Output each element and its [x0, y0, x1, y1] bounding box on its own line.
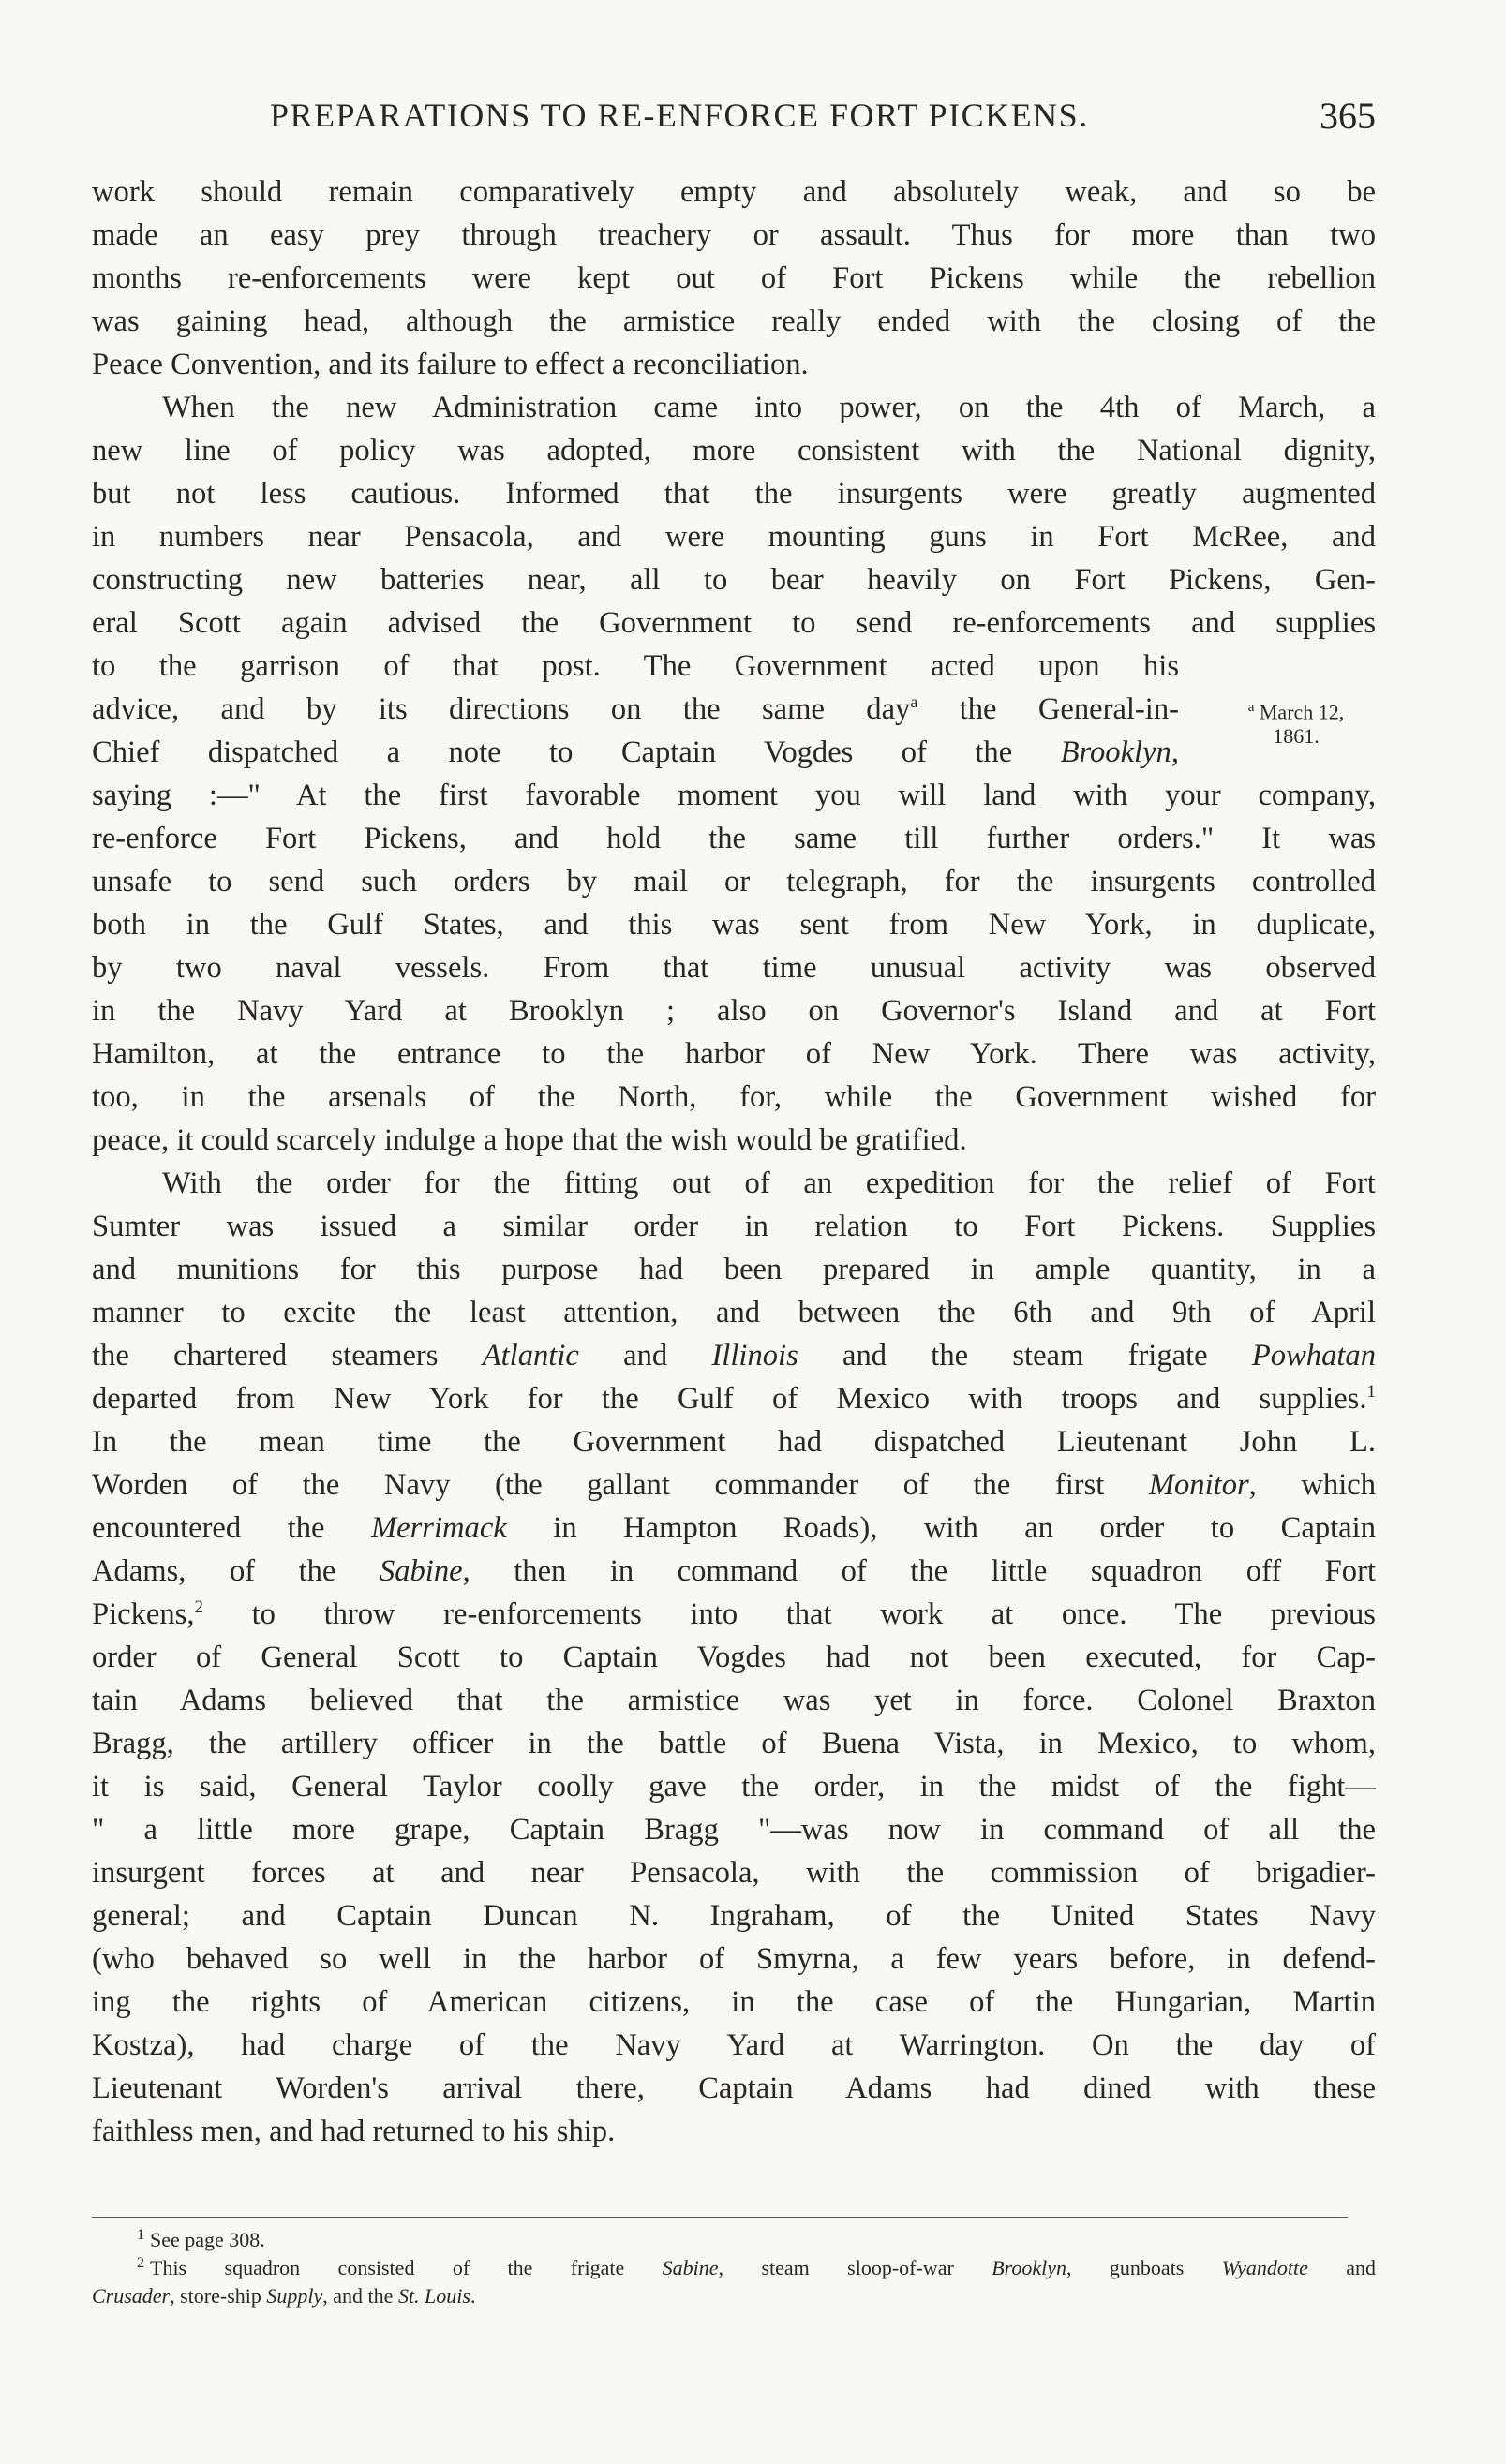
text-line — [92, 1593, 1376, 1636]
text-line: but not less cautious. Informed that the insurgents were greatly augmented — [92, 477, 1376, 511]
text-line: constructing new batteries near, all to bear heavily on Fort Pickens, Gen- — [92, 563, 1376, 597]
text-line: Peace Convention, and its failure to effect a reconciliation. — [92, 348, 809, 381]
marginal-date-line1: March 12, — [1259, 700, 1345, 724]
text-line: tain Adams believed that the armistice was yet in force. Colonel Braxton — [92, 1684, 1376, 1717]
page-number: 365 — [1320, 95, 1376, 137]
text-run: and — [578, 1339, 712, 1373]
text-line — [92, 1550, 1376, 1593]
ship-name: Brooklyn — [992, 2256, 1067, 2279]
text-line: eral Scott again advised the Government to send re-enforcements and supplies — [92, 606, 1376, 640]
text-line: insurgent forces at and near Pensacola, with the commission of brigadier- — [92, 1856, 1376, 1890]
text-run: in Hampton Roads), with an order to Captain — [506, 1511, 1376, 1545]
ship-name: Supply — [266, 2284, 323, 2308]
footnote-2-continued — [92, 2282, 1376, 2310]
text-line: Sumter was issued a similar order in relation to Fort Pickens. Supplies — [92, 1210, 1376, 1243]
footnote-number: 2 — [137, 2254, 144, 2271]
text-run: the chartered steamers — [92, 1339, 483, 1373]
footnote-reference: 2 — [194, 1597, 203, 1618]
text-line: and munitions for this purpose had been prepared in ample quantity, in a — [92, 1253, 1376, 1286]
text-line: faithless men, and had returned to his ship. — [92, 2115, 616, 2148]
text-line: ing the rights of American citizens, in the case of the Hungarian, Martin — [92, 1985, 1376, 2019]
text-line — [92, 1334, 1376, 1377]
text-run: Worden of the Navy (the gallant commander of the first — [92, 1468, 1149, 1502]
text-line — [92, 688, 1179, 731]
footnote-2 — [92, 2254, 1376, 2282]
text-line — [92, 1507, 1376, 1550]
text-line: order of General Scott to Captain Vogdes had not been executed, for Cap- — [92, 1640, 1376, 1674]
text-line: unsafe to send such orders by mail or telegraph, for the insurgents controlled — [92, 865, 1376, 898]
footnote-number: 1 — [137, 2226, 144, 2243]
text-line: months re-enforcements were kept out of Fort Pickens while the rebellion — [92, 261, 1376, 295]
ship-name: Powhatan — [1251, 1339, 1377, 1373]
running-title: PREPARATIONS TO RE-ENFORCE FORT PICKENS. — [270, 96, 1089, 134]
text-line: (who behaved so well in the harbor of Smyrna, a few years before, in defend- — [92, 1942, 1376, 1976]
footnote-text: See page 308. — [150, 2228, 265, 2251]
text-run: Adams, of the — [92, 1554, 380, 1588]
text-line: in numbers near Pensacola, and were mounting guns in Fort McRee, and — [92, 520, 1376, 554]
ship-name: Merrimack — [371, 1511, 507, 1545]
text-line: Kostza), had charge of the Navy Yard at Warrington. On the day of — [92, 2028, 1376, 2062]
text-line: " a little more grape, Captain Bragg "—was now in command of all the — [92, 1813, 1376, 1847]
text-line: it is said, General Taylor coolly gave the order, in the midst of the fight— — [92, 1770, 1376, 1803]
footnote-reference: 1 — [1366, 1382, 1376, 1403]
text-line: made an easy prey through treachery or assault. Thus for more than two — [92, 218, 1376, 252]
text-line: In the mean time the Government had dispatched Lieutenant John L. — [92, 1425, 1376, 1459]
text-run: , and the — [322, 2284, 398, 2308]
text-run: and — [1307, 2256, 1377, 2279]
text-line: peace, it could scarcely indulge a hope that the wish would be gratified. — [92, 1123, 967, 1157]
footnote-divider — [92, 2217, 1348, 2218]
text-run: , — [1171, 735, 1179, 769]
body-text — [92, 171, 1376, 2153]
text-line: was gaining head, although the armistice really ended with the closing of the — [92, 304, 1376, 338]
text-line: both in the Gulf States, and this was sent from New York, in duplicate, — [92, 908, 1376, 942]
text-line: saying :—" At the first favorable moment you will land with your company, — [92, 779, 1376, 812]
footnotes — [92, 2226, 1376, 2310]
text-run: advice, and by its directions on the same day — [92, 692, 911, 726]
text-line: Hamilton, at the entrance to the harbor of New York. There was activity, — [92, 1037, 1376, 1071]
text-line — [92, 1377, 1376, 1420]
text-line: manner to excite the least attention, and between the 6th and 9th of April — [92, 1296, 1376, 1329]
text-run: , store-ship — [170, 2284, 267, 2308]
text-run: and the steam frigate — [798, 1339, 1252, 1373]
text-run: Pickens, — [92, 1597, 195, 1631]
text-run: . — [470, 2284, 476, 2308]
text-line — [92, 1463, 1376, 1507]
ship-name: Crusader — [92, 2284, 171, 2308]
ship-name: Atlantic — [482, 1339, 579, 1373]
text-line: When the new Administration came into power, on the 4th of March, a — [162, 391, 1376, 424]
footnote-1 — [92, 2226, 1376, 2254]
text-run: This squadron consisted of the frigate — [150, 2256, 663, 2279]
text-line: too, in the arsenals of the North, for, while the Government wished for — [92, 1080, 1376, 1114]
text-run: , gunboats — [1066, 2256, 1222, 2279]
text-run: Chief dispatched a note to Captain Vogdes of the — [92, 735, 1061, 769]
text-line: by two naval vessels. From that time unusual activity was observed — [92, 951, 1376, 985]
ship-name: Monitor — [1148, 1468, 1249, 1502]
text-line: in the Navy Yard at Brooklyn ; also on Governor's Island and at Fort — [92, 994, 1376, 1028]
text-run: departed from New York for the Gulf of Mexico with troops and supplies. — [92, 1382, 1367, 1416]
text-line: Lieutenant Worden's arrival there, Captain Adams had dined with these — [92, 2071, 1376, 2105]
text-line — [92, 731, 1179, 774]
ship-name: Sabine — [379, 1554, 463, 1588]
text-line: re-enforce Fort Pickens, and hold the same till further orders." It was — [92, 822, 1376, 855]
page-header — [92, 94, 1376, 146]
ship-name: Brooklyn — [1060, 735, 1171, 769]
text-run: , then in command of the little squadron off Fort — [462, 1554, 1376, 1588]
text-line: new line of policy was adopted, more consistent with the National dignity, — [92, 434, 1376, 468]
ship-name: St. Louis — [397, 2284, 470, 2308]
ship-name: Sabine — [662, 2256, 719, 2279]
text-run: encountered the — [92, 1511, 372, 1545]
text-line: With the order for the fitting out of an expedition for the relief of Fort — [162, 1166, 1376, 1200]
ship-name: Wyandotte — [1221, 2256, 1308, 2279]
text-run: , steam sloop-of-war — [718, 2256, 992, 2279]
text-run: to throw re-enforcements into that work at once. The previous — [203, 1597, 1376, 1631]
text-line: Bragg, the artillery officer in the battle of Buena Vista, in Mexico, to whom, — [92, 1727, 1376, 1760]
text-line: general; and Captain Duncan N. Ingraham, of the United States Navy — [92, 1899, 1376, 1933]
text-line: work should remain comparatively empty and absolutely weak, and so be — [92, 175, 1376, 209]
marginal-reference-mark: a — [910, 692, 918, 712]
ship-name: Illinois — [711, 1339, 798, 1373]
text-line: to the garrison of that post. The Government acted upon his — [92, 649, 1179, 683]
text-run: the General-in- — [917, 692, 1179, 726]
text-run: , which — [1248, 1468, 1376, 1502]
marginal-mark: a — [1247, 700, 1255, 715]
marginal-date-line2: 1861. — [1273, 724, 1320, 749]
